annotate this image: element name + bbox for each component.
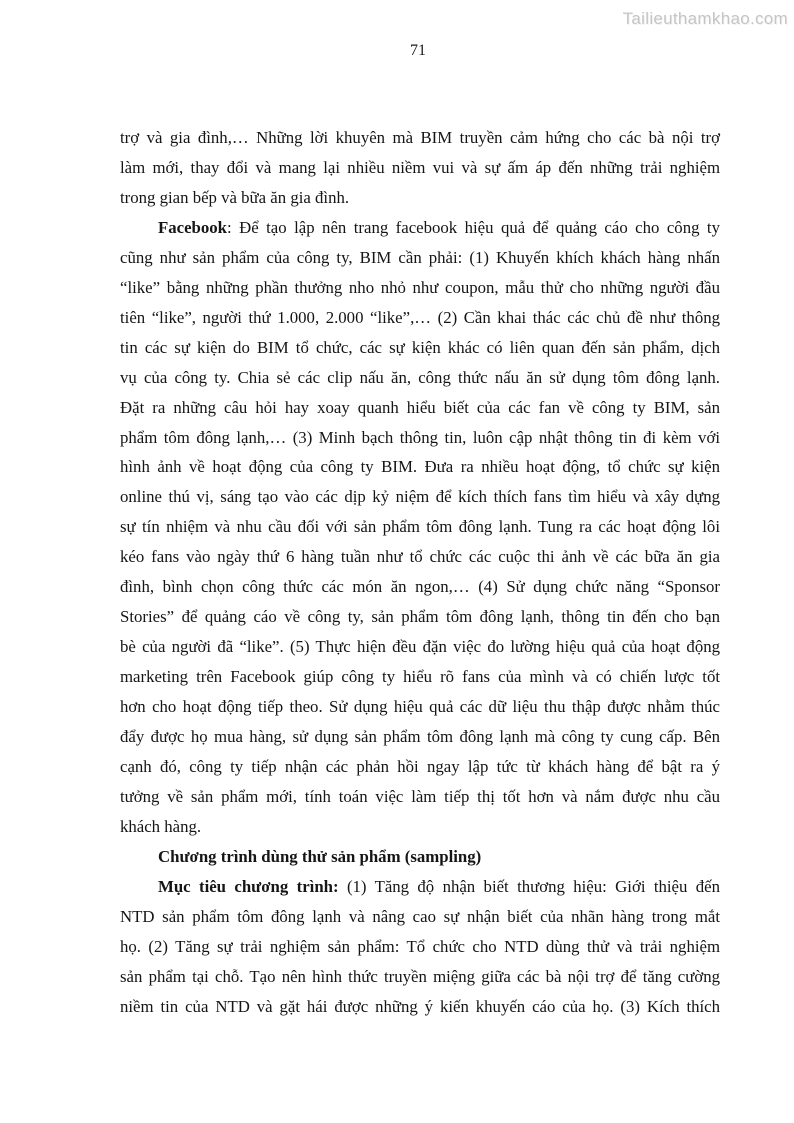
text-line: hình ảnh về hoạt động của công ty BIM. Đưa ra nhiều hoạt động, tổ chức sự kiện <box>120 457 720 477</box>
text-line: vụ của công ty. Chia sẻ các clip nấu ăn, công thức nấu ăn sử dụng tôm đông lạnh. <box>120 367 720 387</box>
text-line: kéo fans vào ngày thứ 6 hàng tuần như tổ chức các cuộc thi ảnh về các bữa ăn gia <box>120 547 720 567</box>
page-number: 71 <box>410 42 426 59</box>
text-line <box>120 213 720 243</box>
text-line: đẩy được họ mua hàng, sử dụng sản phẩm tôm đông lạnh mà công ty cung cấp. Bên <box>120 727 720 747</box>
text-line: tiên “like”, người thứ 1.000, 2.000 “like”,… (2) Cần khai thác các chủ đề như thông <box>120 307 720 327</box>
bold-text-run: Facebook <box>158 217 227 237</box>
text-line: marketing trên Facebook giúp công ty hiểu rõ fans của mình và có chiến lược tốt <box>120 667 720 687</box>
section-heading: Chương trình dùng thử sản phẩm (sampling) <box>158 846 482 866</box>
text-line: hơn cho hoạt động tiếp theo. Sử dụng hiệu quả các dữ liệu thu thập được nhằm thúc <box>120 697 720 717</box>
text-line: trong gian bếp và bữa ăn gia đình. <box>120 187 350 207</box>
text-line: tin các sự kiện do BIM tổ chức, các sự kiện khác có liên quan đến sản phẩm, dịch <box>120 337 720 357</box>
text-line: làm mới, thay đổi và mang lại nhiều niềm vui và sự ấm áp đến những trải nghiệm <box>120 157 720 177</box>
text-line: cạnh đó, công ty tiếp nhận các phản hồi ngay lập tức từ khách hàng để bật ra ý <box>120 757 720 777</box>
text-line: bè của người đã “like”. (5) Thực hiện đều đặn việc đo lường hiệu quả của hoạt động <box>120 637 720 657</box>
text-line: “like” bằng những phần thưởng nho nhỏ như coupon, mẫu thử cho những người đầu <box>120 277 720 297</box>
text-line: sản phẩm tại chỗ. Tạo nên hình thức truyền miệng giữa các bà nội trợ để tăng cường <box>120 966 720 986</box>
text-line: đình, bình chọn công thức các món ăn ngon,… (4) Sử dụng chức năng “Sponsor <box>120 577 720 597</box>
text-line: sự tín nhiệm và nhu cầu đối với sản phẩm tôm đông lạnh. Tung ra các hoạt động lôi <box>120 517 720 537</box>
bold-text-run: Mục tiêu chương trình: <box>158 876 339 896</box>
text-line: cũng như sản phẩm của công ty, BIM cần phải: (1) Khuyến khích khách hàng nhấn <box>120 247 720 267</box>
page-content <box>120 123 720 1022</box>
text-line: trợ và gia đình,… Những lời khuyên mà BIM truyền cảm hứng cho các bà nội trợ <box>120 128 720 147</box>
text-line: phẩm tôm đông lạnh,… (3) Minh bạch thông tin, luôn cập nhật thông tin đi kèm với <box>120 427 720 447</box>
text-line: Đặt ra những câu hỏi hay xoay quanh hiểu biết của các fan về công ty BIM, sản <box>120 397 720 417</box>
text-line <box>120 872 720 902</box>
text-run: : Để tạo lập nên trang facebook hiệu quả để quảng cáo cho công ty <box>227 217 720 237</box>
text-line: khách hàng. <box>120 816 202 836</box>
text-line: niềm tin của NTD và gặt hái được những ý kiến khuyến cáo của họ. (3) Kích thích <box>120 996 720 1016</box>
text-line: họ. (2) Tăng sự trải nghiệm sản phẩm: Tổ chức cho NTD dùng thử và trải nghiệm <box>120 936 720 956</box>
text-run: (1) Tăng độ nhận biết thương hiệu: Giới thiệu đến <box>338 876 720 896</box>
watermark: Tailieuthamkhao.com <box>622 9 788 28</box>
text-line: online thú vị, sáng tạo vào các dịp kỷ niệm để kích thích fans tìm hiểu và xây dựng <box>120 487 720 507</box>
text-line: NTD sản phẩm tôm đông lạnh và nâng cao sự nhận biết của nhãn hàng trong mắt <box>120 906 720 926</box>
text-line: tưởng về sản phẩm mới, tính toán việc làm tiếp thị tốt hơn và nắm được nhu cầu <box>120 786 720 806</box>
text-line: Stories” để quảng cáo về công ty, sản phẩm tôm đông lạnh, thông tin đến cho bạn <box>120 607 720 627</box>
